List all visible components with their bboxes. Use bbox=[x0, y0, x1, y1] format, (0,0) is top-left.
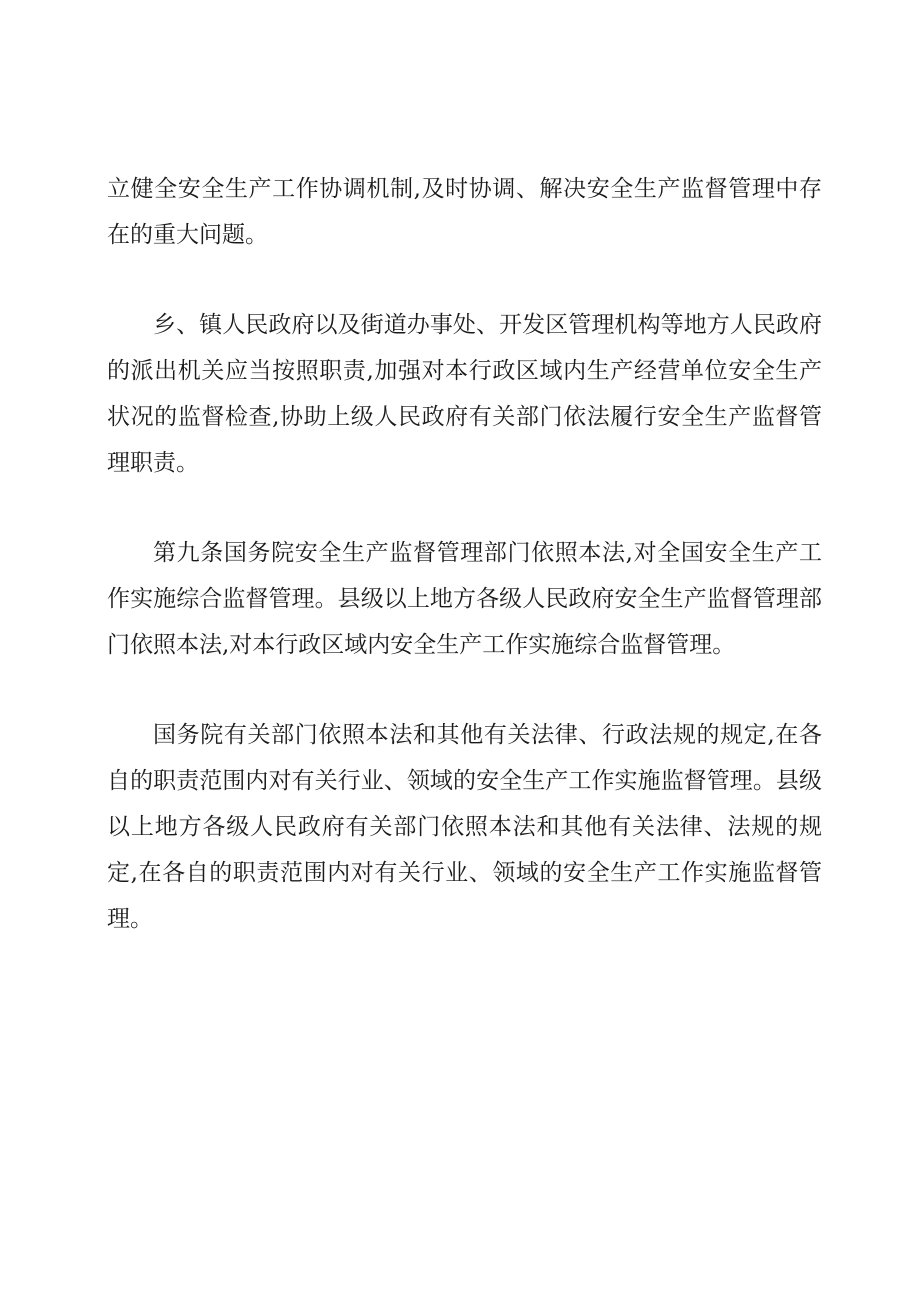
paragraph-gap bbox=[107, 668, 822, 712]
paragraph-4: 国务院有关部门依照本法和其他有关法律、行政法规的规定,在各自的职责范围内对有关行业、领域的安全生产工作实施监督管理。县级以上地方各级人民政府有关部门依照本法和其他有关法律、法规的规定,在各自的职责范围内对有关行业、领域的安全生产工作实施监督管理。 bbox=[107, 722, 822, 932]
paragraph-gap bbox=[107, 486, 822, 530]
document-body bbox=[107, 166, 822, 942]
paragraph-1: 立健全安全生产工作协调机制,及时协调、解决安全生产监督管理中存在的重大问题。 bbox=[107, 176, 822, 248]
paragraph-gap bbox=[107, 258, 822, 302]
paragraph-2: 乡、镇人民政府以及街道办事处、开发区管理机构等地方人民政府的派出机关应当按照职责,加强对本行政区域内生产经营单位安全生产状况的监督检查,协助上级人民政府有关部门依法履行安全生产监督管理职责。 bbox=[107, 312, 822, 476]
paragraph-3: 第九条国务院安全生产监督管理部门依照本法,对全国安全生产工作实施综合监督管理。县级以上地方各级人民政府安全生产监督管理部门依照本法,对本行政区域内安全生产工作实施综合监督管理。 bbox=[107, 540, 822, 658]
